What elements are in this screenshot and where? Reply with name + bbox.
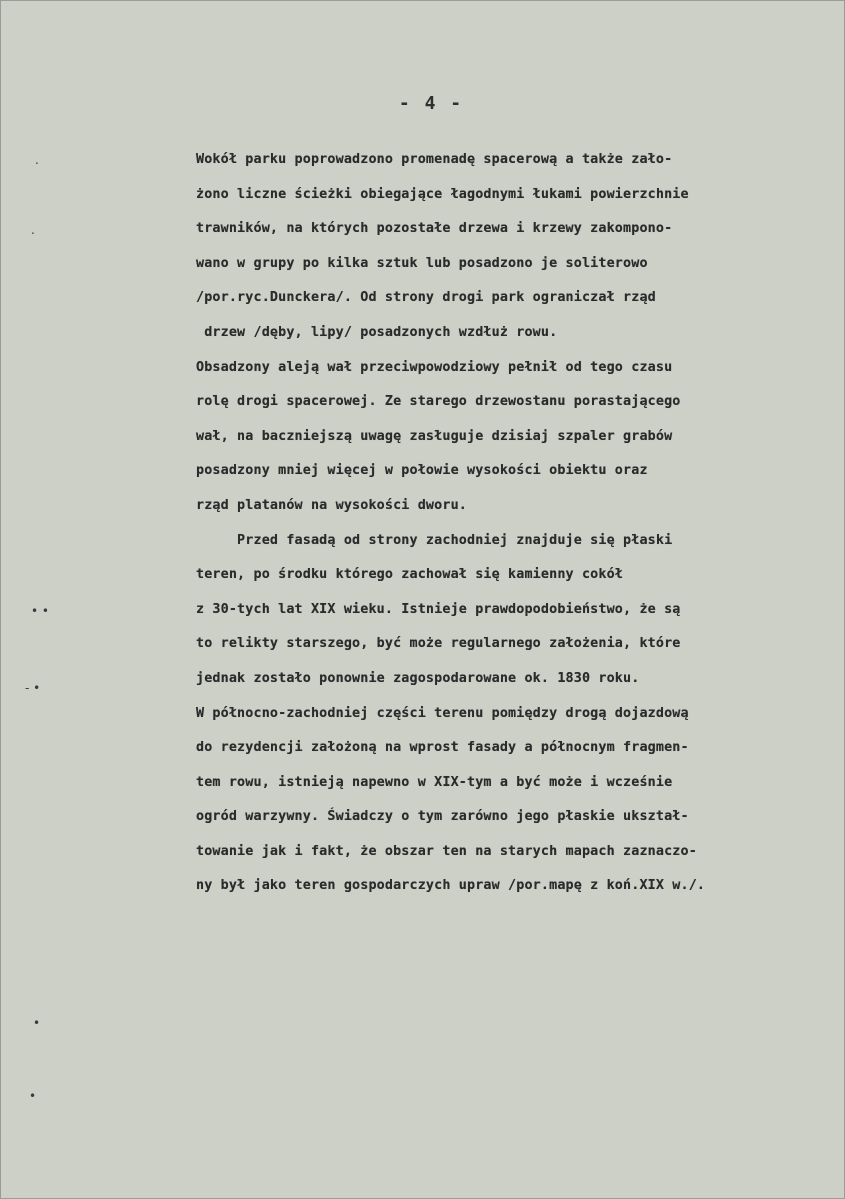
margin-mark: - • <box>25 681 41 695</box>
margin-mark: . <box>35 153 39 167</box>
text-line: to relikty starszego, być może regularnego założenia, które <box>196 636 681 652</box>
text-line: towanie jak i fakt, że obszar ten na starych mapach zaznaczo- <box>196 843 697 859</box>
page-number: - 4 - <box>398 93 464 114</box>
text-line: /por.ryc.Dunckera/. Od strony drogi park ograniczał rząd <box>196 290 656 306</box>
text-line: teren, po środku którego zachował się kamienny cokół <box>196 567 624 583</box>
text-line: do rezydencji założoną na wprost fasady a północnym fragmen- <box>196 740 689 756</box>
text-line: Obsadzony aleją wał przeciwpowodziowy pełnił od tego czasu <box>196 359 673 375</box>
margin-mark: • <box>33 1016 41 1030</box>
text-line: ny był jako teren gospodarczych upraw /por.mapę z koń.XIX w./. <box>196 878 706 894</box>
text-line: ogród warzywny. Świadczy o tym zarówno jego płaskie ukształ- <box>196 809 689 825</box>
text-line: Wokół parku poprowadzono promenadę spacerową a także zało- <box>196 152 673 167</box>
text-line: W północno-zachodniej części terenu pomiędzy drogą dojazdową <box>196 705 689 721</box>
text-line: rolę drogi spacerowej. Ze starego drzewostanu porastającego <box>196 394 681 410</box>
text-line: trawników, na których pozostałe drzewa i krzewy zakompono- <box>196 221 673 237</box>
margin-mark: • • <box>31 604 49 618</box>
text-line: jednak zostało ponownie zagospodarowane ok. 1830 roku. <box>196 670 640 686</box>
text-line: Przed fasadą od strony zachodniej znajduje się płaski <box>196 532 673 548</box>
text-line: drzew /dęby, lipy/ posadzonych wzdłuż rowu. <box>196 324 558 340</box>
text-line: rząd platanów na wysokości dworu. <box>196 497 467 513</box>
text-line: z 30-tych lat XIX wieku. Istnieje prawdopodobieństwo, że są <box>196 601 681 617</box>
margin-mark: . <box>31 223 35 237</box>
text-line: posadzony mniej więcej w połowie wysokości obiektu oraz <box>196 463 648 479</box>
text-line: wał, na baczniejszą uwagę zasługuje dzisiaj szpaler grabów <box>196 428 673 444</box>
text-line: tem rowu, istnieją napewno w XIX-tym a być może i wcześnie <box>196 774 673 790</box>
text-line: żono liczne ścieżki obiegające łagodnymi łukami powierzchnie <box>196 186 689 202</box>
typewritten-body <box>196 143 836 904</box>
margin-mark: • <box>29 1089 37 1103</box>
text-line: wano w grupy po kilka sztuk lub posadzono je soliterowo <box>196 255 648 271</box>
